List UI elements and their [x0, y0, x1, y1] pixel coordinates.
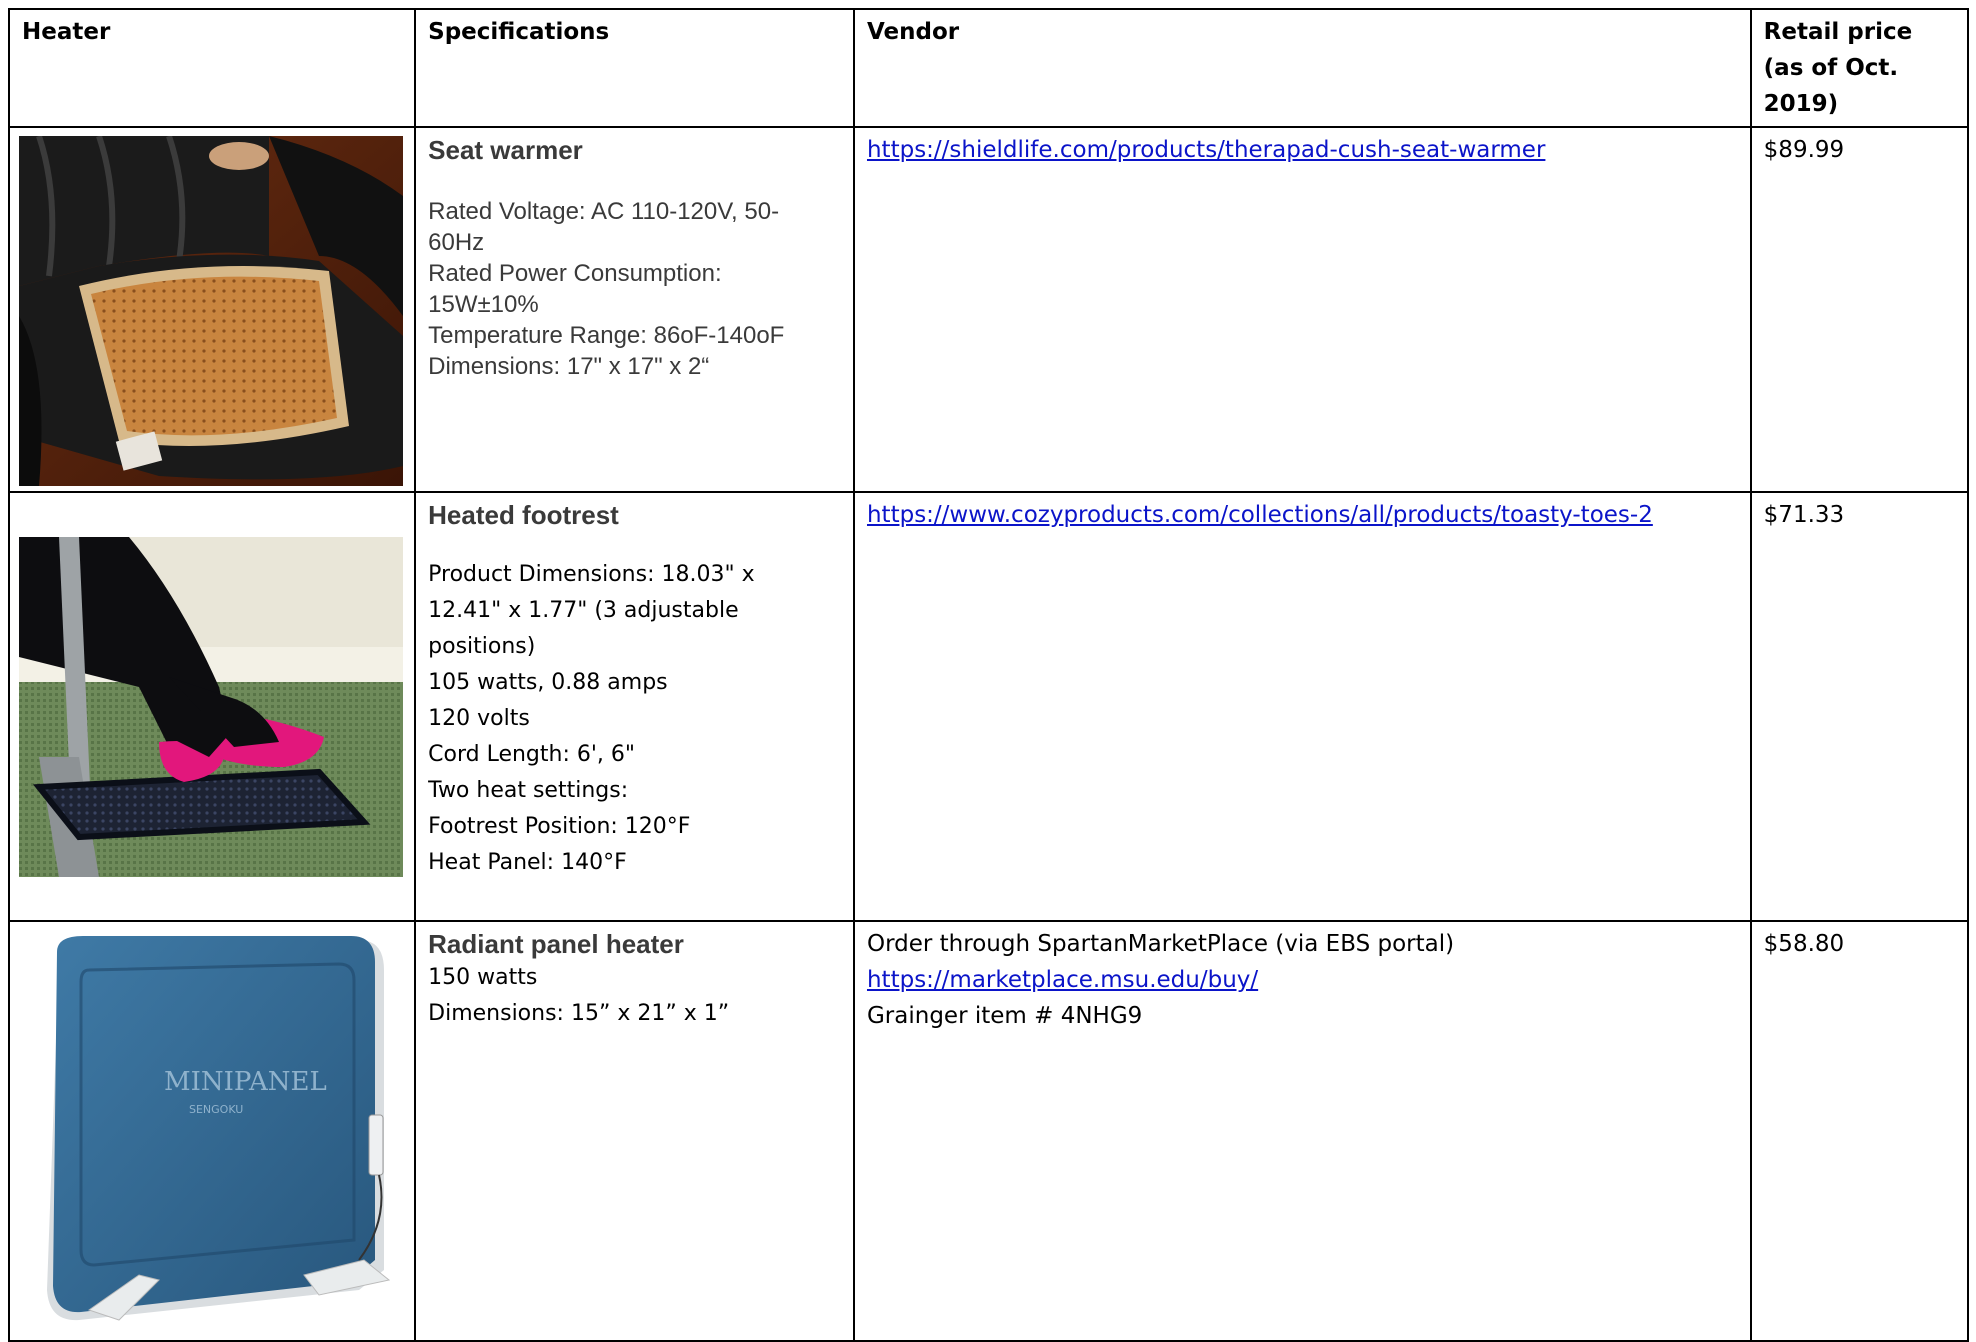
spec-lines — [428, 196, 841, 382]
specifications-cell — [415, 492, 854, 921]
spec-line: Heat Panel: 140°F — [428, 850, 627, 875]
table-row — [9, 127, 1968, 492]
spec-lines — [428, 960, 841, 1032]
header-vendor: Vendor — [854, 9, 1751, 127]
header-retail-price-line1: Retail price — [1763, 19, 1913, 45]
spec-line: Temperature Range: 86oF-140oF — [428, 322, 785, 349]
price-cell — [1751, 127, 1968, 492]
vendor-cell — [854, 492, 1751, 921]
specifications-cell — [415, 127, 854, 492]
spec-lines — [428, 557, 841, 881]
heater-image-cell — [9, 127, 415, 492]
vendor-link[interactable]: https://marketplace.msu.edu/buy/ — [866, 967, 1259, 993]
vendor-link[interactable]: https://shieldlife.com/products/therapad-cush-seat-warmer — [866, 137, 1546, 163]
retail-price: $89.99 — [1763, 137, 1845, 163]
vendor-cell — [854, 921, 1751, 1341]
spec-line: positions) — [428, 634, 536, 659]
price-cell — [1751, 492, 1968, 921]
table-row — [9, 492, 1968, 921]
vendor-cell — [854, 127, 1751, 492]
spec-title: Radiant panel heater — [428, 929, 684, 959]
vendor-text: Grainger item # 4NHG9 — [866, 1003, 1143, 1029]
spec-line: Cord Length: 6', 6" — [428, 742, 636, 767]
vendor-text: Order through SpartanMarketPlace (via EBS portal) — [866, 931, 1455, 957]
header-specifications: Specifications — [415, 9, 854, 127]
spec-title: Seat warmer — [428, 135, 583, 165]
vendor-link[interactable]: https://www.cozyproducts.com/collections/all/products/toasty-toes-2 — [866, 502, 1653, 528]
retail-price: $71.33 — [1763, 502, 1845, 528]
spec-line: Footrest Position: 120°F — [428, 814, 691, 839]
header-heater: Heater — [9, 9, 415, 127]
panel-brand-text: MINIPANEL — [164, 1067, 327, 1097]
spec-line: 12.41" x 1.77" (3 adjustable — [428, 598, 739, 623]
heater-comparison-table — [8, 8, 1969, 1342]
spec-line: 105 watts, 0.88 amps — [428, 670, 668, 695]
panel-brand-subtext: SENGOKU — [189, 1103, 244, 1116]
table-header-row — [9, 9, 1968, 127]
heater-image-cell — [9, 492, 415, 921]
heated-footrest-photo — [19, 537, 403, 877]
specifications-cell — [415, 921, 854, 1341]
header-retail-price-line2: (as of Oct. 2019) — [1763, 55, 1899, 117]
spec-title: Heated footrest — [428, 500, 619, 530]
spec-line: Dimensions: 15” x 21” x 1” — [428, 1001, 730, 1026]
spec-line: Product Dimensions: 18.03" x — [428, 562, 755, 587]
seat-warmer-photo — [19, 136, 403, 486]
spec-line: 120 volts — [428, 706, 530, 731]
spec-line: Two heat settings: — [428, 778, 629, 803]
radiant-panel-heater-photo — [19, 930, 403, 1335]
retail-price: $58.80 — [1763, 931, 1845, 957]
spec-line: Rated Power Consumption: — [428, 260, 722, 287]
price-cell — [1751, 921, 1968, 1341]
header-retail-price — [1751, 9, 1968, 127]
spec-line: 60Hz — [428, 229, 485, 256]
spec-line: 15W±10% — [428, 291, 539, 318]
spec-line: 150 watts — [428, 965, 538, 990]
spec-line: Dimensions: 17" x 17" x 2“ — [428, 353, 710, 380]
table-row — [9, 921, 1968, 1341]
spec-line: Rated Voltage: AC 110-120V, 50- — [428, 198, 780, 225]
heater-image-cell — [9, 921, 415, 1341]
